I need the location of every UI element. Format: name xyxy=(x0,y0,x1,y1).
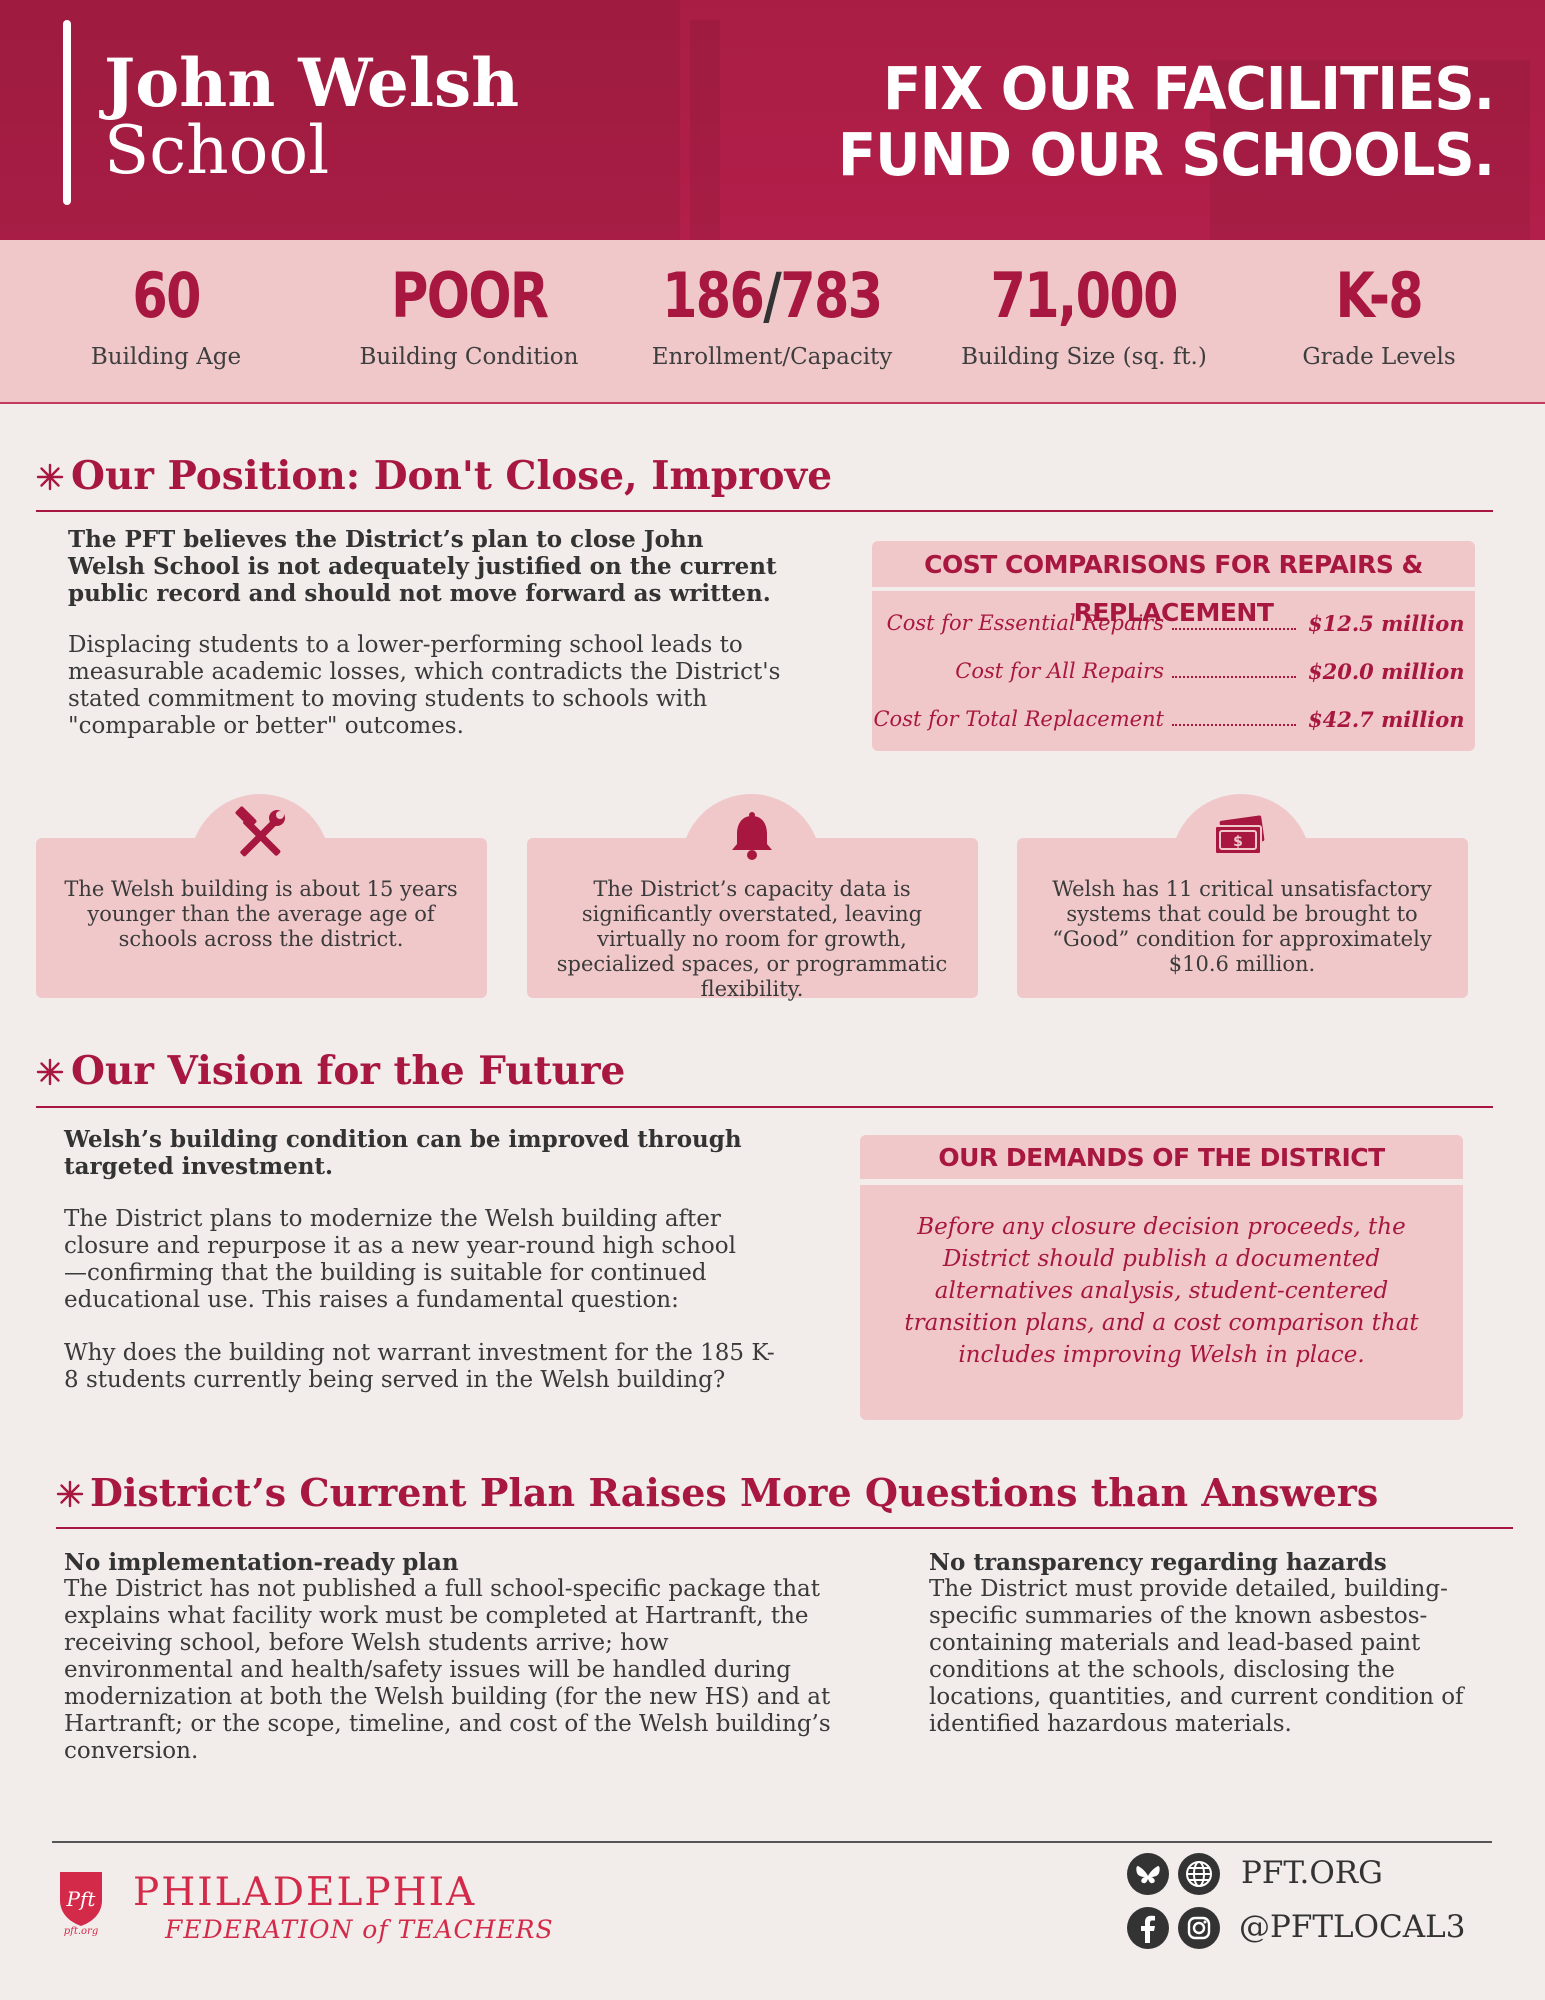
logo-mark-text: Pft xyxy=(66,1887,96,1911)
dot-leader xyxy=(1172,676,1296,678)
stat-enrollment-capacity xyxy=(622,260,922,370)
stats-band xyxy=(0,240,1545,404)
money-icon xyxy=(1209,806,1269,866)
question-title-plan: No implementation-ready plan xyxy=(64,1549,459,1576)
stat-label: Building Condition xyxy=(359,344,579,370)
cost-card-title: COST COMPARISONS FOR REPAIRS & REPLACEMENT xyxy=(872,541,1475,591)
star-icon xyxy=(36,1058,64,1086)
instagram-icon[interactable] xyxy=(1178,1907,1220,1949)
bell-icon xyxy=(722,806,782,866)
facebook-icon[interactable] xyxy=(1127,1907,1169,1949)
section-title-vision: Our Vision for the Future xyxy=(71,1048,626,1094)
slogan-line-1: FIX OUR FACILITIES. xyxy=(883,55,1494,124)
demands-card-title: OUR DEMANDS OF THE DISTRICT xyxy=(860,1135,1463,1185)
question-body-hazards: The District must provide detailed, building-specific summaries of the known asbestos-containing materials and lead-based paint conditions at the schools, disclosing the locations, quantities, and current condition of identified hazardous materials. xyxy=(929,1576,1464,1737)
cost-comparison-card xyxy=(872,541,1475,751)
bluesky-icon[interactable] xyxy=(1127,1853,1169,1895)
school-name-line-1: John Welsh xyxy=(104,44,520,122)
section-rule xyxy=(56,1527,1513,1529)
stat-value xyxy=(662,260,881,332)
position-body: Displacing students to a lower-performing school leads to measurable academic losses, which contradicts the District's stated commitment to moving students to schools with "comparable or better" outcomes. xyxy=(68,632,781,739)
info-card-text: Welsh has 11 critical unsatisfactory systems that could be brought to “Good” condition for approximately $10.6 million. xyxy=(1052,877,1432,976)
slogan-line-2: FUND OUR SCHOOLS. xyxy=(837,121,1494,190)
cost-row xyxy=(872,707,1475,737)
stat-label: Grade Levels xyxy=(1302,344,1456,370)
stat-label: Building Size (sq. ft.) xyxy=(961,344,1207,370)
cost-label: Cost for Essential Repairs xyxy=(886,611,1164,635)
pft-logo-icon xyxy=(56,1868,106,1936)
dot-leader xyxy=(1172,724,1296,726)
org-name-line-1: PHILADELPHIA xyxy=(133,1870,477,1915)
dot-leader xyxy=(1172,628,1296,630)
stat-building-age xyxy=(16,260,316,370)
stat-value: K-8 xyxy=(1335,259,1423,332)
cost-label: Cost for All Repairs xyxy=(955,659,1164,683)
info-card-text: The Welsh building is about 15 years younger than the average age of schools across the district. xyxy=(64,877,458,951)
stat-label: Building Age xyxy=(90,344,242,370)
stat-building-condition xyxy=(319,260,619,370)
stat-value: POOR xyxy=(390,259,548,332)
section-title-questions: District’s Current Plan Raises More Questions than Answers xyxy=(90,1470,1379,1515)
header-banner xyxy=(0,0,1545,240)
org-name-line-2: FEDERATION of TEACHERS xyxy=(165,1915,554,1944)
stat-separator: / xyxy=(763,259,781,332)
stat-grade-levels xyxy=(1229,260,1529,370)
demands-card xyxy=(860,1135,1463,1420)
header-photo-pole xyxy=(690,20,720,240)
cost-value: $42.7 million xyxy=(1308,707,1465,732)
social-handle-link[interactable]: @PFTLOCAL3 xyxy=(1239,1909,1466,1945)
section-title-position: Our Position: Don't Close, Improve xyxy=(71,453,833,499)
cost-value: $20.0 million xyxy=(1308,659,1465,684)
vision-body-1: The District plans to modernize the Welsh building after closure and repurpose it as a new year-round high school—confirming that the building is suitable for continued educational use. This raises a fundamental question: xyxy=(64,1206,736,1313)
globe-icon[interactable] xyxy=(1178,1853,1220,1895)
header-accent-bar xyxy=(63,20,71,205)
question-body-plan: The District has not published a full school-specific package that explains what facility work must be completed at Hartranft, the receiving school, before Welsh students arrive; how environmental and health/safety issues will be handled during modernization at both the Welsh building (for the new HS) and at Hartranft; or the scope, timeline, and cost of the Welsh building’s conversion. xyxy=(64,1576,831,1764)
question-title-hazards: No transparency regarding hazards xyxy=(929,1549,1387,1576)
cost-value: $12.5 million xyxy=(1308,611,1465,636)
vision-lead: Welsh’s building condition can be improved through targeted investment. xyxy=(64,1126,742,1180)
footer-rule xyxy=(52,1841,1492,1843)
section-rule xyxy=(36,1106,1493,1108)
stat-building-size xyxy=(934,260,1234,370)
stat-enrollment: 186 xyxy=(662,259,764,332)
website-link[interactable]: PFT.ORG xyxy=(1241,1855,1383,1891)
stat-label: Enrollment/Capacity xyxy=(651,344,893,370)
stat-value: 60 xyxy=(132,259,200,332)
stat-value: 71,000 xyxy=(990,259,1178,332)
cost-row xyxy=(872,659,1475,689)
cost-row xyxy=(872,611,1475,641)
section-rule xyxy=(36,510,1493,512)
cost-label: Cost for Total Replacement xyxy=(873,707,1164,731)
svg-text:$: $ xyxy=(1233,834,1243,850)
stat-capacity: 783 xyxy=(780,259,882,332)
star-icon xyxy=(36,463,64,491)
tools-icon xyxy=(230,806,290,866)
star-icon xyxy=(56,1480,84,1508)
info-card-text: The District’s capacity data is significantly overstated, leaving virtually no room for growth, specialized spaces, or programmatic flexibility. xyxy=(556,877,948,1001)
demands-text: Before any closure decision proceeds, the District should publish a documented alternatives analysis, student-centered transition plans, and a cost comparison that includes improving Welsh in place. xyxy=(904,1214,1419,1368)
school-name-line-2: School xyxy=(104,112,330,189)
position-lead: The PFT believes the District’s plan to close John Welsh School is not adequately justified on the current public record and should not move forward as written. xyxy=(68,526,777,607)
logo-url-text: pft.org xyxy=(63,1926,99,1936)
vision-body-2: Why does the building not warrant investment for the 185 K-8 students currently being served in the Welsh building? xyxy=(64,1340,775,1393)
